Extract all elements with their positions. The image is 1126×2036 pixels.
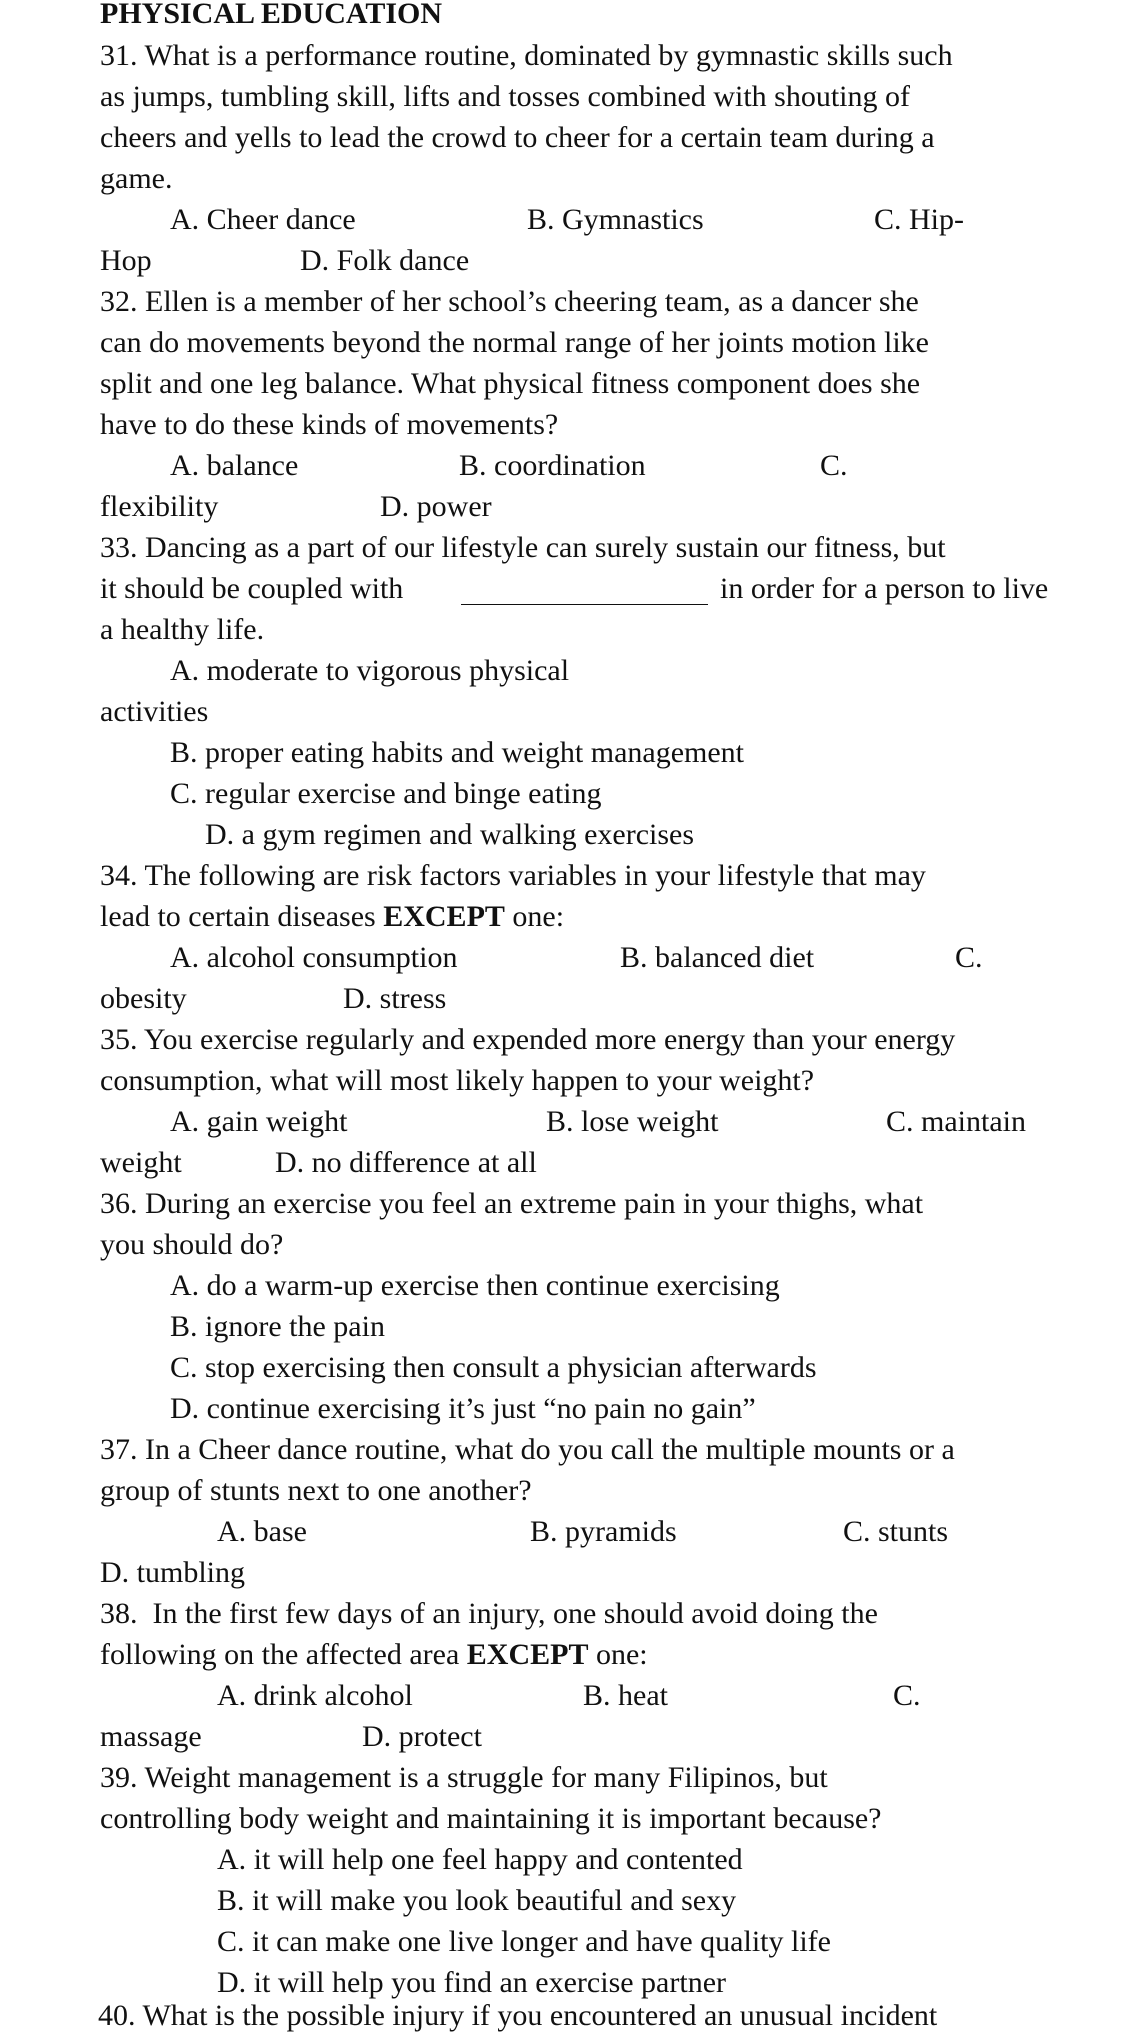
q38-text-end: one: (588, 1638, 648, 1671)
question-31-line-4: game. (100, 162, 173, 195)
question-33-line-1: 33. Dancing as a part of our lifestyle can surely sustain our fitness, but (100, 531, 946, 564)
q39-option-d: D. it will help you find an exercise partner (217, 1966, 727, 1999)
question-32-line-2: can do movements beyond the normal range of her joints motion like (100, 326, 929, 359)
q32-option-c-cont: flexibility (100, 490, 219, 523)
q36-option-a: A. do a warm-up exercise then continue exercising (170, 1269, 780, 1302)
q35-option-b: B. lose weight (546, 1105, 719, 1138)
question-31-line-3: cheers and yells to lead the crowd to cheer for a certain team during a (100, 121, 935, 154)
answer-blank (461, 604, 708, 605)
question-34-line-1: 34. The following are risk factors variables in your lifestyle that may (100, 859, 926, 892)
q39-option-b: B. it will make you look beautiful and sexy (217, 1884, 737, 1917)
q32-option-a: A. balance (170, 449, 299, 482)
q33-option-a-cont: activities (100, 695, 209, 728)
except-emphasis: EXCEPT (466, 1638, 589, 1671)
q36-option-c: C. stop exercising then consult a physician afterwards (170, 1351, 817, 1384)
question-34-line-2 (100, 897, 564, 937)
q34-option-c: C. (955, 941, 983, 974)
q31-option-c: C. Hip- (874, 203, 964, 236)
q33-option-a: A. moderate to vigorous physical (170, 654, 570, 687)
q34-option-a: A. alcohol consumption (170, 941, 458, 974)
question-36-line-2: you should do? (100, 1228, 284, 1261)
q34-option-d: D. stress (343, 982, 447, 1015)
q38-text: following on the affected area (100, 1638, 467, 1671)
q35-option-c: C. maintain (886, 1105, 1026, 1138)
question-32-line-1: 32. Ellen is a member of her school’s cheering team, as a dancer she (100, 285, 919, 318)
q38-option-b: B. heat (583, 1679, 668, 1712)
q36-option-d: D. continue exercising it’s just “no pain no gain” (170, 1392, 756, 1425)
q31-option-d: D. Folk dance (300, 244, 470, 277)
q37-option-c: C. stunts (843, 1515, 949, 1548)
question-39-line-2: controlling body weight and maintaining it is important because? (100, 1802, 882, 1835)
q31-option-c-cont: Hop (100, 244, 152, 277)
q33-option-c: C. regular exercise and binge eating (170, 777, 602, 810)
q39-option-c: C. it can make one live longer and have quality life (217, 1925, 831, 1958)
question-35-line-1: 35. You exercise regularly and expended more energy than your energy (100, 1023, 956, 1056)
q38-option-d: D. protect (362, 1720, 482, 1753)
q38-option-c-cont: massage (100, 1720, 202, 1753)
q36-option-b: B. ignore the pain (170, 1310, 385, 1343)
question-32-line-3: split and one leg balance. What physical fitness component does she (100, 367, 921, 400)
question-33-line-2a: it should be coupled with (100, 572, 404, 605)
question-33-line-2b: in order for a person to live (720, 572, 1049, 605)
question-38-line-1: 38. In the first few days of an injury, one should avoid doing the (100, 1597, 878, 1630)
q33-option-d: D. a gym regimen and walking exercises (205, 818, 695, 851)
q37-option-d: D. tumbling (100, 1556, 246, 1589)
question-37-line-2: group of stunts next to one another? (100, 1474, 532, 1507)
except-emphasis: EXCEPT (383, 900, 505, 933)
question-36-line-1: 36. During an exercise you feel an extreme pain in your thighs, what (100, 1187, 924, 1220)
page-title: PHYSICAL EDUCATION (100, 0, 442, 30)
question-31-line-1: 31. What is a performance routine, dominated by gymnastic skills such (100, 39, 953, 72)
q39-option-a: A. it will help one feel happy and contented (217, 1843, 743, 1876)
q32-option-c: C. (820, 449, 848, 482)
q35-option-d: D. no difference at all (275, 1146, 537, 1179)
q38-option-c: C. (893, 1679, 921, 1712)
question-40-fragment: 40. What is the possible injury if you encountered an unusual incident (98, 1999, 938, 2032)
question-38-line-2 (100, 1635, 648, 1675)
q31-option-a: A. Cheer dance (170, 203, 356, 236)
question-39-line-1: 39. Weight management is a struggle for many Filipinos, but (100, 1761, 828, 1794)
q35-option-a: A. gain weight (170, 1105, 348, 1138)
question-33-line-3: a healthy life. (100, 613, 265, 646)
question-35-line-2: consumption, what will most likely happen to your weight? (100, 1064, 815, 1097)
question-37-line-1: 37. In a Cheer dance routine, what do you call the multiple mounts or a (100, 1433, 955, 1466)
q33-option-b: B. proper eating habits and weight management (170, 736, 744, 769)
q31-option-b: B. Gymnastics (527, 203, 704, 236)
q32-option-d: D. power (380, 490, 492, 523)
q37-option-a: A. base (217, 1515, 307, 1548)
q35-option-c-cont: weight (100, 1146, 182, 1179)
q34-text-end: one: (504, 900, 565, 933)
q34-option-c-cont: obesity (100, 982, 187, 1015)
q34-text: lead to certain diseases (100, 900, 384, 933)
q34-option-b: B. balanced diet (620, 941, 815, 974)
q37-option-b: B. pyramids (530, 1515, 677, 1548)
q32-option-b: B. coordination (459, 449, 646, 482)
question-32-line-4: have to do these kinds of movements? (100, 408, 559, 441)
question-31-line-2: as jumps, tumbling skill, lifts and tosses combined with shouting of (100, 80, 910, 113)
q38-option-a: A. drink alcohol (217, 1679, 413, 1712)
